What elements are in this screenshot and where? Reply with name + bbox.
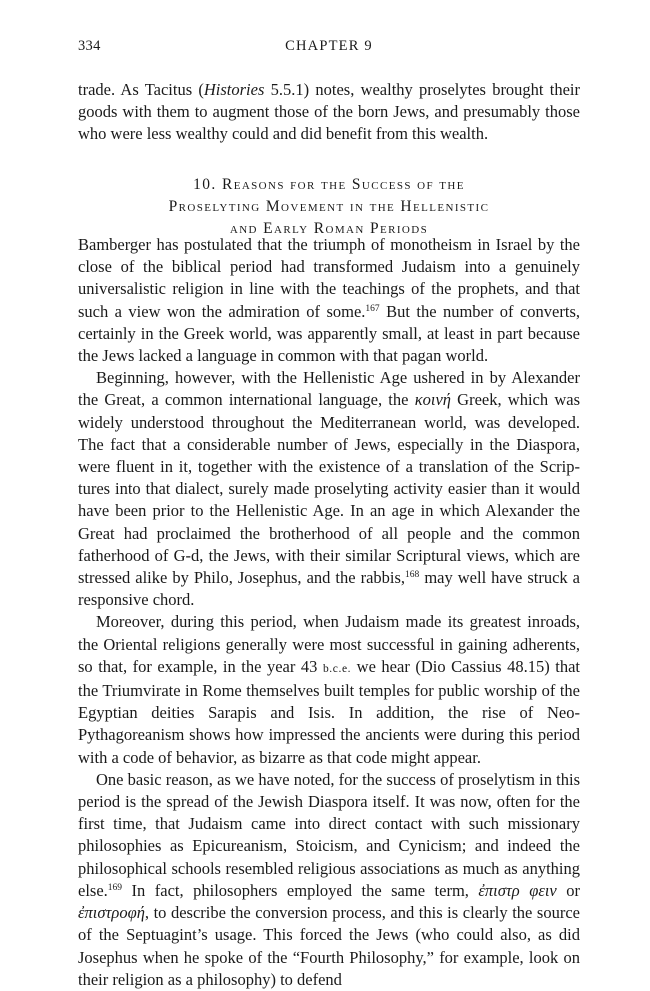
paragraph bbox=[78, 234, 580, 367]
section-body bbox=[78, 234, 580, 991]
intro-paragraph bbox=[78, 79, 580, 146]
paragraph-text: Greek, which was widely understood throughout the Mediterranean world, was developed. The fact that a considerable number of Jews, especially in the Diaspora, were fluent in it, together with the existence of a translation of the Scriptures into that dialect, surely made proselyting activity easier than it would have been prior to the Hellenistic Age. In an age in which Alexander the Great had proclaimed the brotherhood of all people and the common fatherhood of G-d, the Jews, with their similar Scriptural views, which are stressed alike by Philo, Josephus, and the rabbis, bbox=[78, 390, 580, 588]
paragraph-text: One basic reason, as we have noted, for the success of proselytism in this period is the spread of the Jewish Diaspora itself. It was now, often for the first time, that Judaism came into direct contact with such missionary philosophies as Epicureanism, Stoicism, and Cynicism; and indeed the philosophical schools resembled religious associations as much as anything else. bbox=[78, 769, 580, 900]
paragraph bbox=[78, 367, 580, 611]
greek-term: κοινή bbox=[414, 390, 451, 410]
section-heading bbox=[78, 174, 580, 240]
footnote-ref[interactable]: 169 bbox=[107, 882, 123, 893]
paragraph-text: may well have struck a responsive chord. bbox=[78, 568, 580, 610]
greek-term: ἐπιστρ φειν bbox=[478, 880, 557, 900]
intro-text: trade. As Tacitus ( bbox=[78, 80, 204, 99]
paragraph bbox=[78, 769, 580, 991]
work-title: Histories bbox=[203, 80, 265, 99]
paragraph-text: Moreover, during this period, when Judaism made its greatest inroads, the Oriental religions generally were most successful in gaining adherents, so that, for example, in the year 43 bbox=[78, 612, 580, 676]
section-heading-line: 10. Reasons for the Success of the bbox=[193, 176, 465, 193]
page-number: 334 bbox=[78, 38, 101, 54]
paragraph bbox=[78, 611, 580, 768]
paragraph-text: , to describe the conversion process, and this is clearly the source of the Septuagint’s usage. This forced the Jews (who could also, as did Josephus when he spoke of the “Fourth Philosophy,” for example, look on their religion as a philosophy) to defend bbox=[78, 903, 580, 989]
footnote-ref[interactable]: 167 bbox=[365, 303, 380, 314]
chapter-title: CHAPTER 9 bbox=[285, 38, 373, 54]
paragraph-text: In fact, philosophers employed the same term, bbox=[122, 880, 479, 900]
era-abbreviation: b.c.e. bbox=[322, 662, 352, 675]
paragraph-text: or bbox=[556, 880, 581, 900]
section-heading-line: and Early Roman Periods bbox=[229, 220, 429, 237]
running-head bbox=[78, 38, 580, 60]
paragraph-text: Bamberger has postulated that the triumph of monotheism in Israel by the close of the biblical period had transformed Judaism into a genuinely universalistic religion in line with the teachings of the prophets, and that such a view won the admiration of some. bbox=[78, 235, 580, 321]
greek-term: ἐπιστροφή bbox=[78, 903, 145, 923]
paragraph-text: we hear (Dio Cassius 48.15) that the Triumvirate in Rome themselves built temples for public worship of the Egyptian deities Sarapis and Isis. In addition, the rise of Neo-Pythagoreanism shows how impressed the ancients were during this period with a code of behavior, as bizarre as that code might appear. bbox=[78, 656, 580, 767]
paragraph-text: Beginning, however, with the Hellenistic Age ushered in by Alexander the Great, a common international language, the bbox=[78, 368, 580, 410]
section-heading-line: Proselyting Movement in the Hellenistic bbox=[168, 198, 490, 215]
intro-text: 5.5.1) notes, wealthy proselytes brought their goods with them to augment those of the born Jews, and presumably those who were less wealthy could and did benefit from this wealth. bbox=[78, 80, 580, 144]
paragraph-text: But the number of converts, certainly in the Greek world, was apparently small, at least in part because the Jews lacked a language in common with that pagan world. bbox=[78, 301, 580, 366]
footnote-ref[interactable]: 168 bbox=[405, 570, 420, 581]
